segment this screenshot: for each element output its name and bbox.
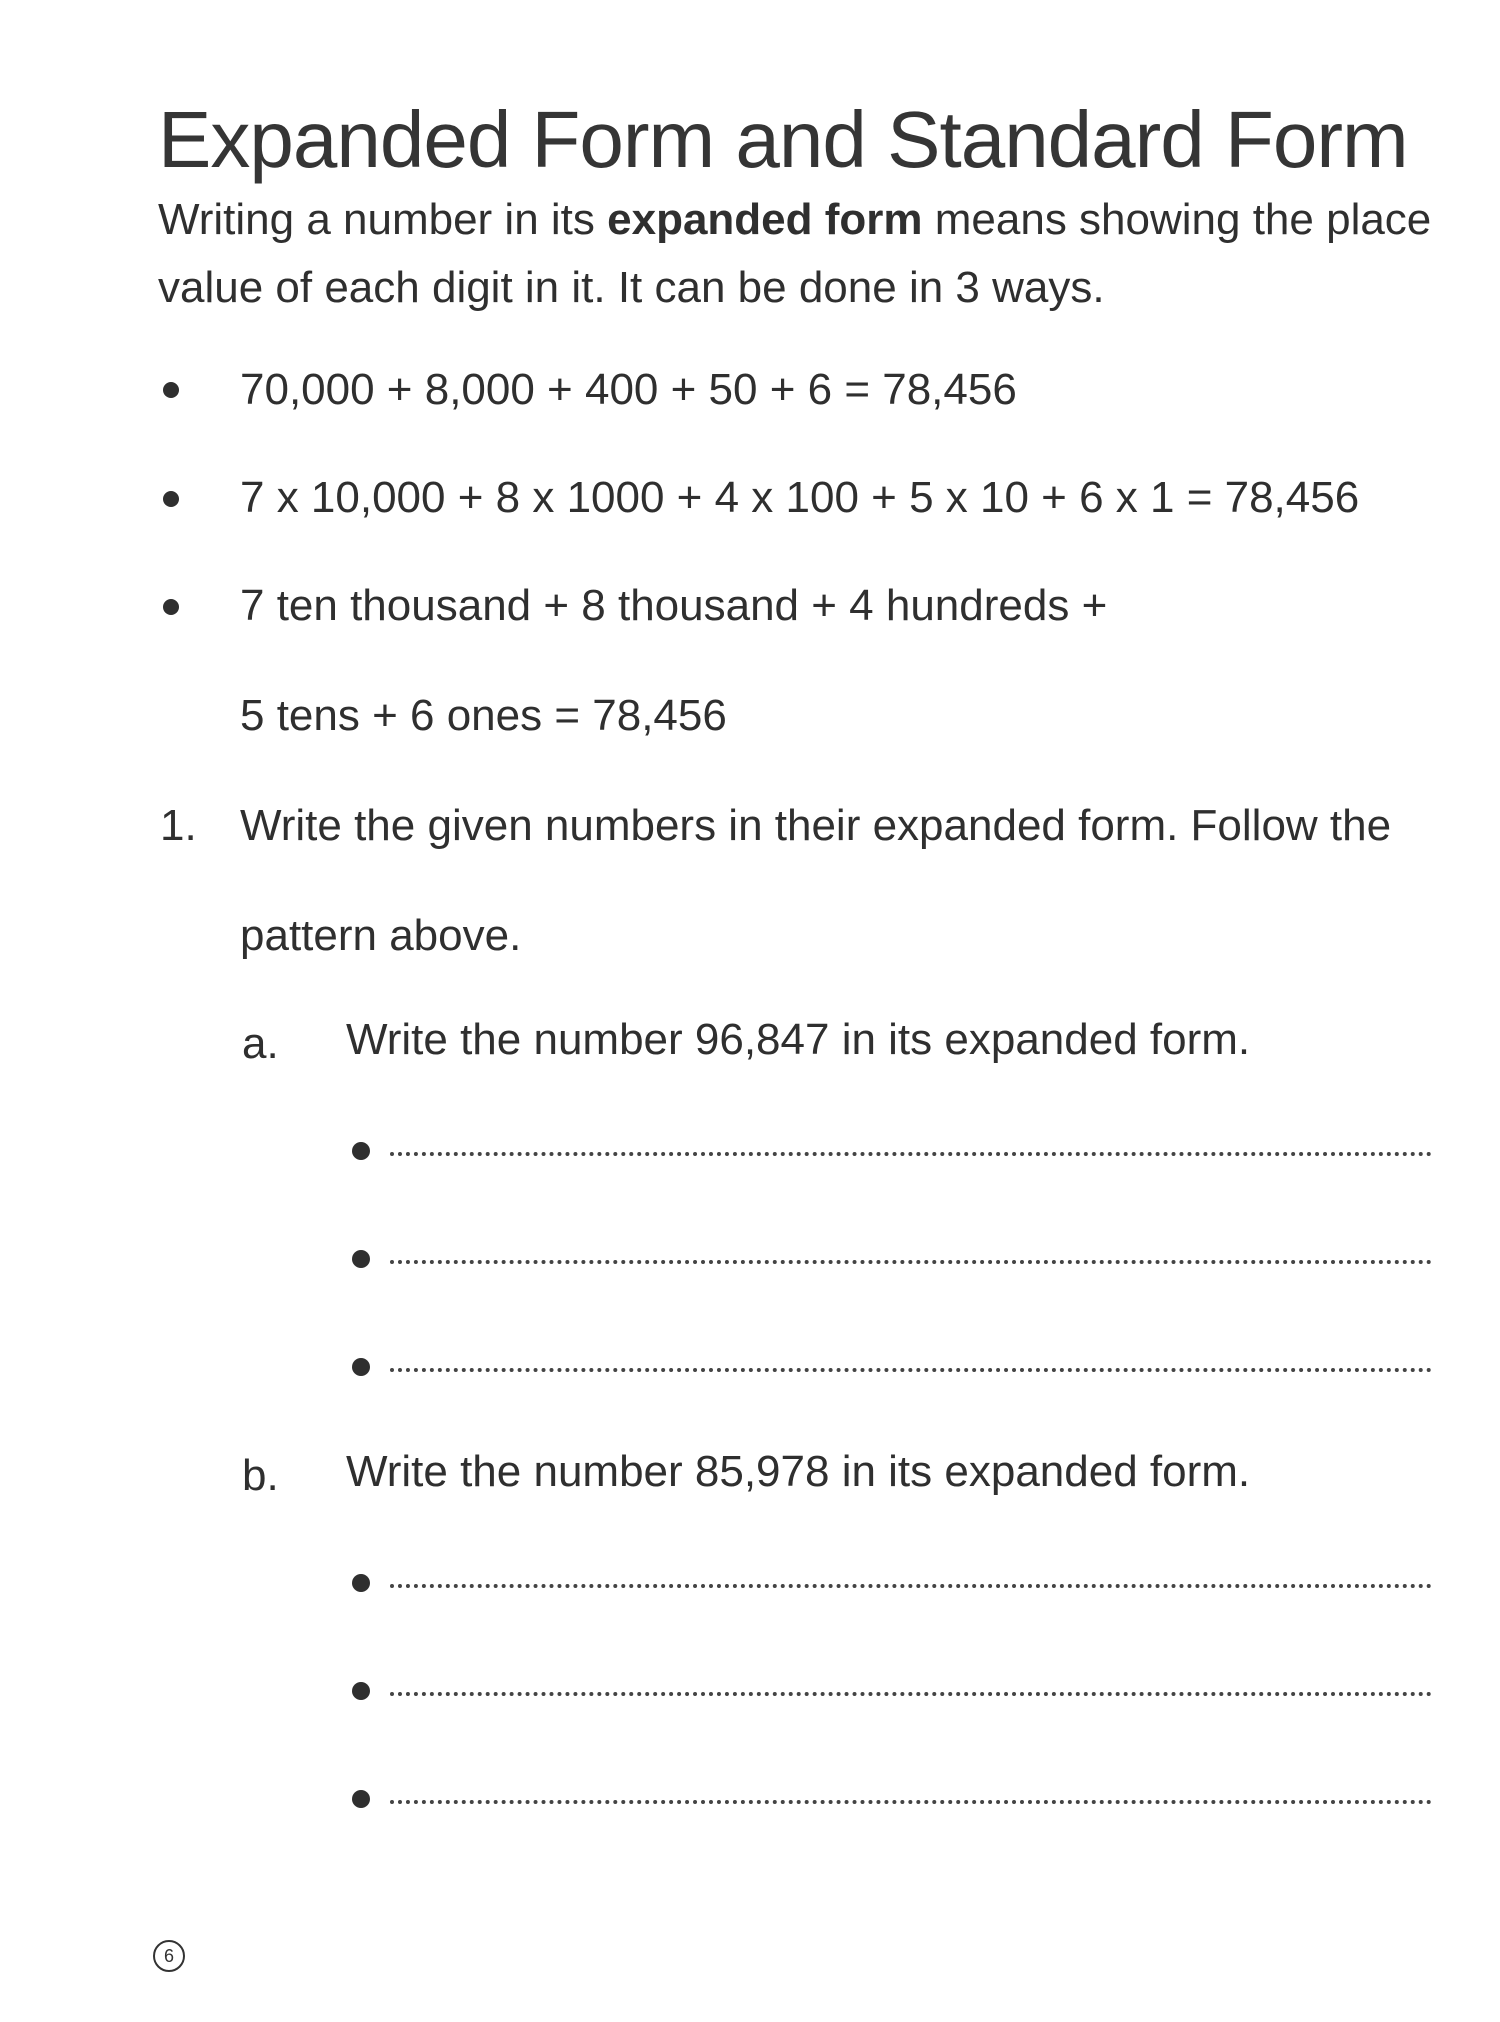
answer-bullet — [352, 1574, 370, 1592]
part-a-answer-1[interactable] — [352, 1136, 1432, 1166]
example-line-1: 70,000 + 8,000 + 400 + 50 + 6 = 78,456 — [240, 365, 1017, 414]
intro-text-before: Writing a number in its — [158, 195, 608, 244]
page-number: 6 — [153, 1940, 185, 1972]
part-a-answer-2[interactable] — [352, 1244, 1432, 1274]
answer-dotted-line — [390, 1260, 1432, 1264]
part-a-label: a. — [242, 1019, 279, 1068]
example-line-4: 5 tens + 6 ones = 78,456 — [240, 691, 727, 740]
answer-bullet — [352, 1790, 370, 1808]
answer-bullet — [352, 1142, 370, 1160]
question-line-1: Write the given numbers in their expanded form. Follow the — [240, 801, 1392, 850]
part-b-answer-3[interactable] — [352, 1784, 1432, 1814]
answer-bullet — [352, 1682, 370, 1700]
part-b-answer-1[interactable] — [352, 1568, 1432, 1598]
example-line-2: 7 x 10,000 + 8 x 1000 + 4 x 100 + 5 x 10 + 6 x 1 = 78,456 — [240, 473, 1360, 522]
part-a-prompt: Write the number 96,847 in its expanded form. — [346, 1015, 1251, 1064]
answer-dotted-line — [390, 1692, 1432, 1696]
part-b-prompt: Write the number 85,978 in its expanded form. — [346, 1447, 1251, 1496]
part-b-label: b. — [242, 1451, 279, 1500]
intro-text-after: means showing the place value of each digit in it. It can be done in 3 ways. — [158, 195, 1432, 312]
intro-paragraph — [158, 186, 1458, 322]
question-number: 1. — [160, 801, 197, 850]
question-line-2: pattern above. — [240, 911, 522, 960]
answer-dotted-line — [390, 1800, 1432, 1804]
answer-dotted-line — [390, 1152, 1432, 1156]
example-bullet-3 — [163, 599, 179, 615]
answer-dotted-line — [390, 1368, 1432, 1372]
intro-bold-term: expanded form — [607, 195, 923, 244]
answer-bullet — [352, 1358, 370, 1376]
example-line-3: 7 ten thousand + 8 thousand + 4 hundreds + — [240, 581, 1108, 630]
answer-bullet — [352, 1250, 370, 1268]
part-a-answer-3[interactable] — [352, 1352, 1432, 1382]
page-title: Expanded Form and Standard Form — [158, 95, 1408, 184]
example-bullet-1 — [163, 382, 179, 398]
part-b-answer-2[interactable] — [352, 1676, 1432, 1706]
answer-dotted-line — [390, 1584, 1432, 1588]
example-bullet-2 — [163, 491, 179, 507]
